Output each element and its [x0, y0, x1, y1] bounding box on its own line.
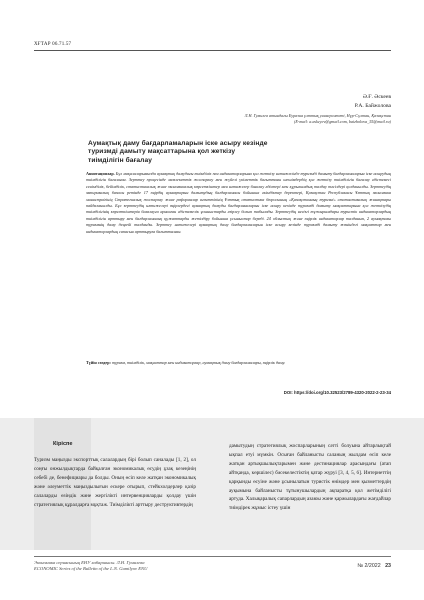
affiliation — [151, 113, 391, 125]
abstract — [86, 171, 391, 235]
paper-title — [88, 140, 348, 165]
page-info — [357, 563, 391, 569]
keywords-text: туризм, тиімділік, мақсаттар мен индикаторлар, аумақтық даму бағдарламалары, өңірлік даму. — [111, 360, 286, 365]
title-line: тиімділігін бағалау — [88, 156, 152, 164]
abstract-text: Бұл мақалаларымызда аумақтық дамудағы тиімділік пен индикаторларына қол жеткізу нәтижесінде туризмді дамыту бағдарламаларын іске асырудың тиімділігін бағалаған. Зерттеу процесінде мемлекеттік жоспарлау мен жүйелі үкіметтік бағыттағы шешімдердің қол жеткізу тиімділігін бағалау әдістемесі сенімділік, бейімділік, статистикалық және экономикалық көрсеткіштер мен нәтижелер бағалау әдістері мен құрылымдық талдау тәсілдері қолданылды. Зерттеудің эмпирикалық базасы ретінде 17 өңірдің аумақтарын дамытудың бағдарламасы бойынша әкімдіктер деректері, Қазақстан Республикасы Ұлттық экономика министрлігінің Стратегиялық жоспарлау және реформалар агенттігінің Ұлттық статистика бюросының «Қазақстанның туризмі» статистикалық жинақтары пайдаланылды. Бұл зерттеудің нәтижелері өңірлердегі аумақтық дамуды бағдарламаларын іске асыру кезінде туризмді дамыту мақсаттарына қол жеткізудің тиімділігінің көрсеткіштерін бағалауға арналған әдістемелік ұсыныстарды әзірлеу болып табылады. Зерттеудің негізгі тұжырымдары туристік индикаторлардың тиімділігін арттыру мен бағдарламалық құжаттарды жетілдіру бойынша ұсыныстар береді. 24 облыстық және өңірлік индикаторлар талданып, 2 аумақтағы туризмнің даму деңгейі талданды. Зерттеу нәтижелері аумақтық даму бағдарламаларын іске асыру кезінде туризмді дамыту жөніндегі мақсаттар мен индикаторлардың сапасын арттыруға бағытталған. — [86, 171, 391, 234]
keywords-label: Түйін сөздер: — [86, 360, 111, 365]
author-name: Р.А. Байжолова — [354, 103, 391, 109]
authors-block — [355, 93, 391, 111]
intro-column-right: дамытудың стратегиялық жоспарларының сәтті болуына айтарлықтай ықпал етуі мүмкін. Осыған байланысты саланың жылдам өсіп келе жатқан артықшылықтарымен және дестинациялар арасындағы (атап айтқанда, көршілес) бәсекелестіктің қатар жүруі [3, 4, 5, 6]. Интернеттің қарқынды өсуіне және ұсынылатын туристік өнімдер мен қызметтердің ауқымына байланысты тұтынушылардың ақпаратқа қол жетімділігі артуда. Халықаралық сапарлардың азаюы және қаржылардағы жағдайлар тиімдірек жұмыс істеу үшін — [229, 443, 391, 512]
author-name: Ә.Ғ. Әскеев — [362, 94, 391, 100]
page-number: 23 — [385, 563, 391, 569]
journal-name — [34, 560, 147, 573]
title-line: Аумақтық даму бағдарламаларын іске асыру кезінде — [88, 140, 268, 147]
affiliation-line: Л.Н. Гумилев атындағы Еуразия ұлттық университеті, Нұр-Сұлтан, Қазақстан — [244, 113, 391, 118]
keywords — [86, 360, 391, 366]
journal-name-en: ECONOMIC Series of the Bulletin of the L.N. Gumilyov ENU — [34, 566, 148, 572]
journal-name-kz: Экономика сериясының ЕНУ хабаршысы. Л.Н. Гумилева — [34, 560, 145, 565]
issue-number: № 2/2022 — [357, 563, 381, 569]
header-rule — [34, 50, 391, 51]
footer-rule — [34, 556, 391, 557]
intro-column-left: Туризм маңызды экспорттық салалардың бірі болып саналады [1, 2], ол соңғы онжылдықтарда байқалған экономикалық өсудің ұзақ кезеңінің себебі де, бенефициары да болды. Оның өсіп келе жатқан экономикалық және әлеуметтік маңыздылығын ескере отырып, стейкхолдерлер қазір салаларды өзіндік және жергілікті интервенцияларды қолдау үшін стратегиялық құралдарға мұқтаж. Тиімділікті арттыру деструктивтердің — [34, 457, 196, 508]
abstract-label: Аннотациялар. — [86, 171, 115, 176]
affiliation-email: (E-mail: a.askeyev@gmail.com, baizholova_55@mail.ru) — [293, 119, 391, 124]
irstea-code: ХҒТАР 06.71.57 — [34, 42, 72, 47]
title-line: туризмді дамыту мақсаттарына қол жеткізу — [88, 148, 236, 156]
intro-heading: Кіріспе — [53, 441, 73, 447]
doi-link[interactable]: DOI: https://doi.org/10.32523/2789-4320-2022-2-23-34 — [283, 390, 391, 395]
